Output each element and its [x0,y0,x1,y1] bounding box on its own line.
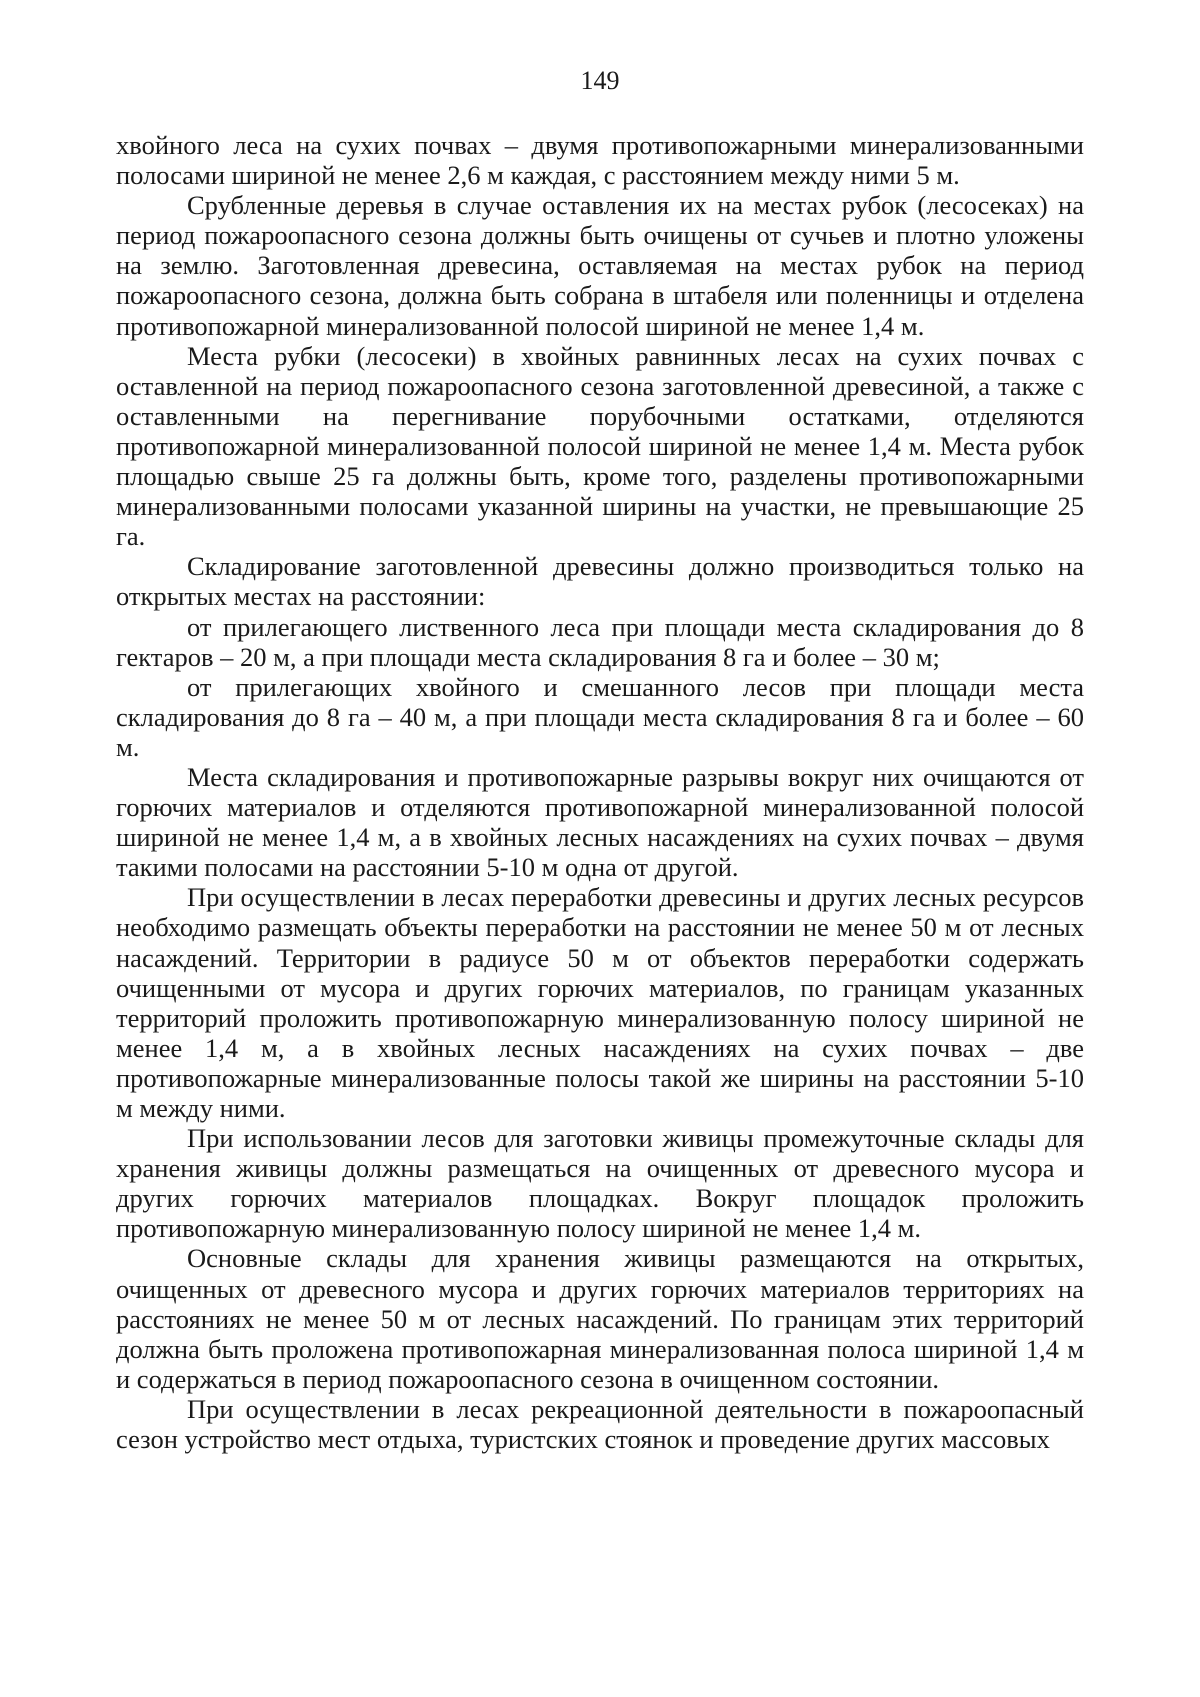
paragraph: хвойного леса на сухих почвах – двумя противопожарными минерализованными полосами шириной не менее 2,6 м каждая, с расстоянием между ними 5 м. [116,130,1084,191]
paragraph: При использовании лесов для заготовки живицы промежуточные склады для хранения живицы должны размещаться на очищенных от древесного мусора и других горючих материалов площадках. Вокруг площадок проложить противопожарную минерализованную полосу шириной не менее 1,4 м. [116,1123,1084,1244]
paragraph: При осуществлении в лесах переработки древесины и других лесных ресурсов необходимо размещать объекты переработки на расстоянии не менее 50 м от лесных насаждений. Территории в радиусе 50 м от объектов переработки содержать очищенными от мусора и других горючих материалов, по границам указанных территорий проложить противопожарную минерализованную полосу шириной не менее 1,4 м, а в хвойных лесных насаждениях на сухих почвах – две противопожарные минерализованные полосы такой же ширины на расстоянии 5-10 м между ними. [116,882,1084,1123]
paragraph: Основные склады для хранения живицы размещаются на открытых, очищенных от древесного мусора и других горючих материалов территориях на расстояниях не менее 50 м от лесных насаждений. По границам этих территорий должна быть проложена противопожарная минерализованная полоса шириной 1,4 м и содержаться в период пожароопасного сезона в очищенном состоянии. [116,1243,1084,1394]
paragraph: При осуществлении в лесах рекреационной деятельности в пожароопасный сезон устройство мест отдыха, туристских стоянок и проведение других массовых [116,1393,1084,1455]
paragraph: от прилегающего лиственного леса при площади места складирования до 8 гектаров – 20 м, а при площади места складирования 8 га и более – 30 м; [116,611,1084,672]
paragraph: Места складирования и противопожарные разрывы вокруг них очищаются от горючих материалов и отделяются противопожарной минерализованной полосой шириной не менее 1,4 м, а в хвойных лесных насаждениях на сухих почвах – двумя такими полосами на расстоянии 5-10 м одна от другой. [116,761,1084,883]
page-number: 149 [580,66,620,95]
paragraph: от прилегающих хвойного и смешанного лесов при площади места складирования до 8 га – 40 м, а при площади места складирования 8 га и более – 60 м. [116,671,1084,762]
document-body [116,130,1084,1454]
paragraph: Места рубки (лесосеки) в хвойных равнинных лесах на сухих почвах с оставленной на период пожароопасного сезона заготовленной древесиной, а также с оставленными на перегнивание порубочными остатками, отделяются противопожарной минерализованной полосой шириной не менее 1,4 м. Места рубок площадью свыше 25 га должны быть, кроме того, разделены противопожарными минерализованными полосами указанной ширины на участки, не превышающие 25 га. [116,340,1084,552]
paragraph: Срубленные деревья в случае оставления их на местах рубок (лесосеках) на период пожароопасного сезона должны быть очищены от сучьев и плотно уложены на землю. Заготовленная древесина, оставляемая на местах рубок на период пожароопасного сезона, должна быть собрана в штабеля или поленницы и отделена противопожарной минерализованной полосой шириной не менее 1,4 м. [116,190,1084,341]
paragraph: Складирование заготовленной древесины должно производиться только на открытых местах на расстоянии: [116,551,1084,612]
